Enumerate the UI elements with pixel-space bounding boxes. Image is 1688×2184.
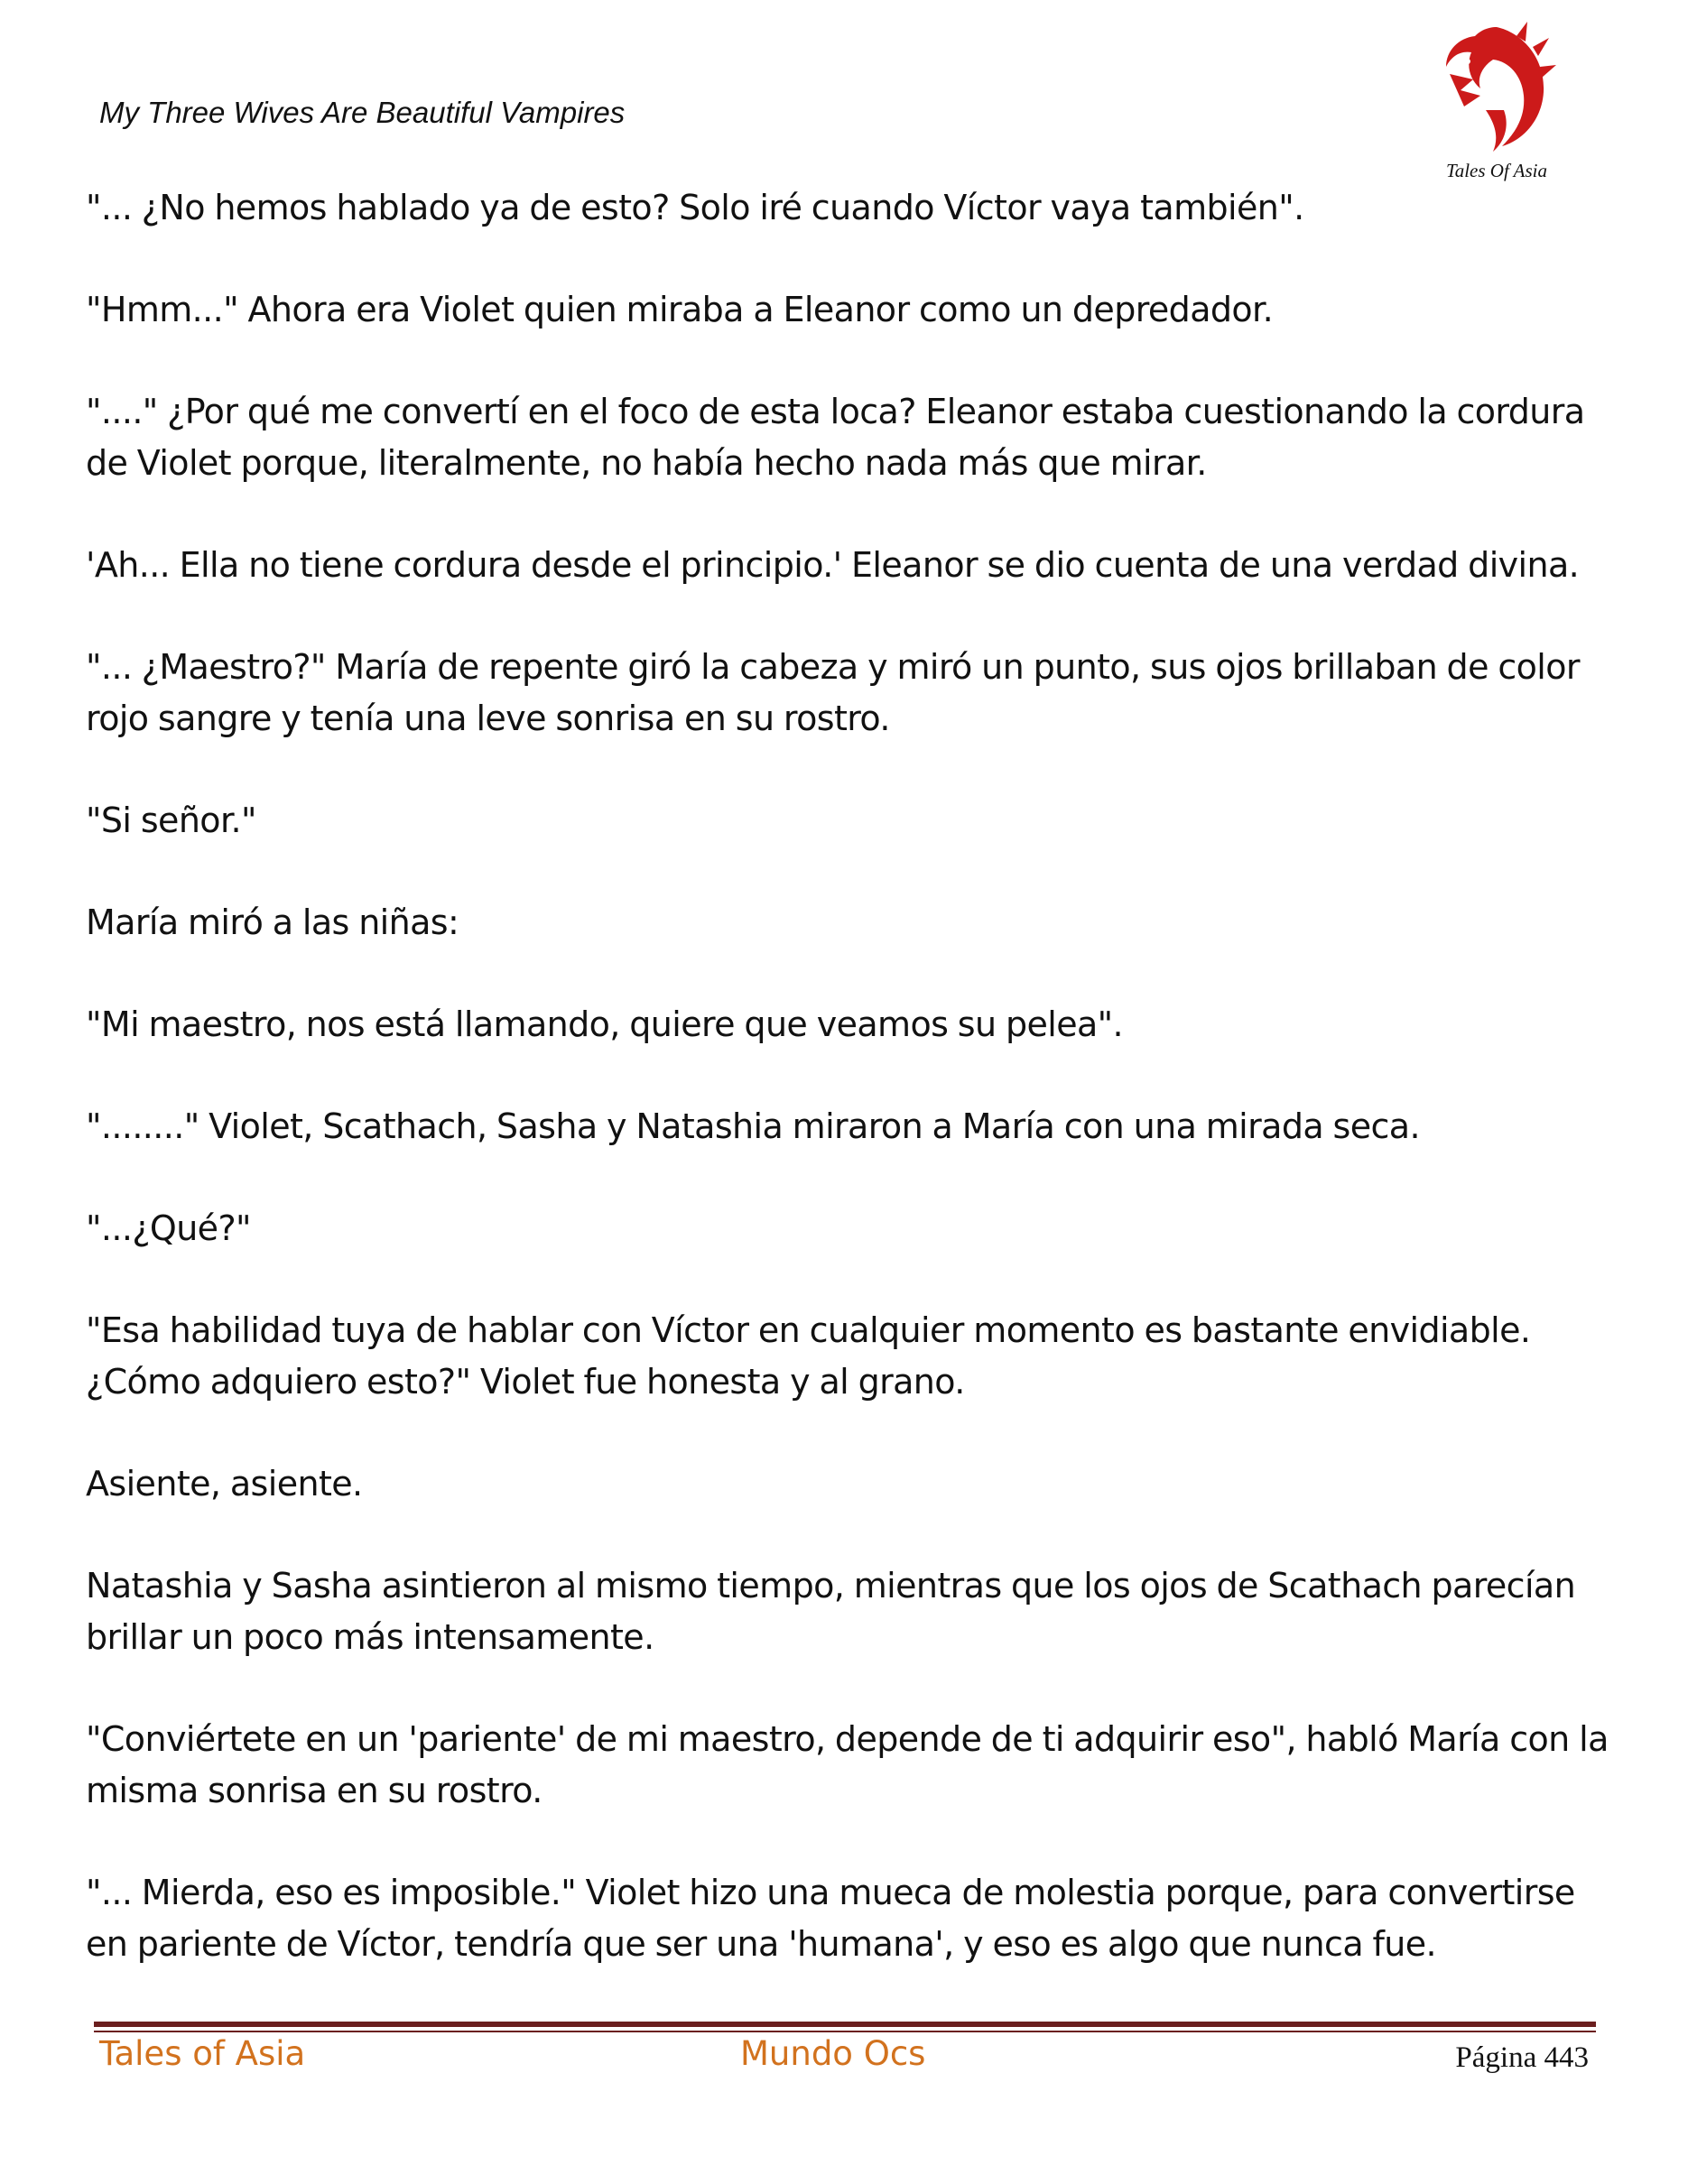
paragraph: Natashia y Sasha asintieron al mismo tiempo, mientras que los ojos de Scathach parecían brillar un poco más intensamente. bbox=[86, 1566, 1576, 1657]
footer-section-name: Mundo Ocs bbox=[740, 2034, 926, 2073]
paragraph: "... ¿Maestro?" María de repente giró la cabeza y miró un punto, sus ojos brillaban de color rojo sangre y tenía una leve sonrisa en su rostro. bbox=[86, 647, 1580, 738]
paragraph: 'Ah... Ella no tiene cordura desde el principio.' Eleanor se dio cuenta de una verdad divina. bbox=[86, 545, 1580, 585]
red-dragon-icon bbox=[1433, 20, 1560, 184]
paragraph: María miró a las niñas: bbox=[86, 902, 459, 942]
paragraph: "... Mierda, eso es imposible." Violet hizo una mueca de molestia porque, para convertirse en pariente de Víctor, tendría que ser una 'humana', y eso es algo que nunca fue. bbox=[86, 1873, 1575, 1964]
paragraph: "...." ¿Por qué me convertí en el foco de esta loca? Eleanor estaba cuestionando la cordura de Violet porque, literalmente, no había hecho nada más que mirar. bbox=[86, 392, 1585, 483]
paragraph: "Hmm..." Ahora era Violet quien miraba a Eleanor como un depredador. bbox=[86, 290, 1274, 329]
paragraph: "Conviértete en un 'pariente' de mi maestro, depende de ti adquirir eso", habló María con la misma sonrisa en su rostro. bbox=[86, 1719, 1609, 1810]
paragraph: "........" Violet, Scathach, Sasha y Natashia miraron a María con una mirada seca. bbox=[86, 1106, 1420, 1146]
footer-rule-thin bbox=[94, 2031, 1596, 2032]
paragraph: Asiente, asiente. bbox=[86, 1464, 363, 1504]
paragraph: "Si señor." bbox=[86, 800, 256, 840]
paragraph: "Esa habilidad tuya de hablar con Víctor en cualquier momento es bastante envidiable. ¿Cómo adquiero esto?" Violet fue honesta y al grano. bbox=[86, 1310, 1531, 1402]
page-number: Página 443 bbox=[1455, 2041, 1589, 2074]
paragraph: "Mi maestro, nos está llamando, quiere que veamos su pelea". bbox=[86, 1004, 1124, 1044]
paragraph: "...¿Qué?" bbox=[86, 1208, 251, 1248]
footer-rule bbox=[94, 2022, 1596, 2027]
book-title: My Three Wives Are Beautiful Vampires bbox=[99, 96, 626, 129]
body-text bbox=[86, 182, 1620, 2021]
footer-site-name: Tales of Asia bbox=[99, 2034, 306, 2073]
logo-text: Tales Of Asia bbox=[1445, 160, 1548, 181]
paragraph: "... ¿No hemos hablado ya de esto? Solo iré cuando Víctor vaya también". bbox=[86, 188, 1304, 227]
tales-of-asia-logo bbox=[1433, 20, 1560, 184]
